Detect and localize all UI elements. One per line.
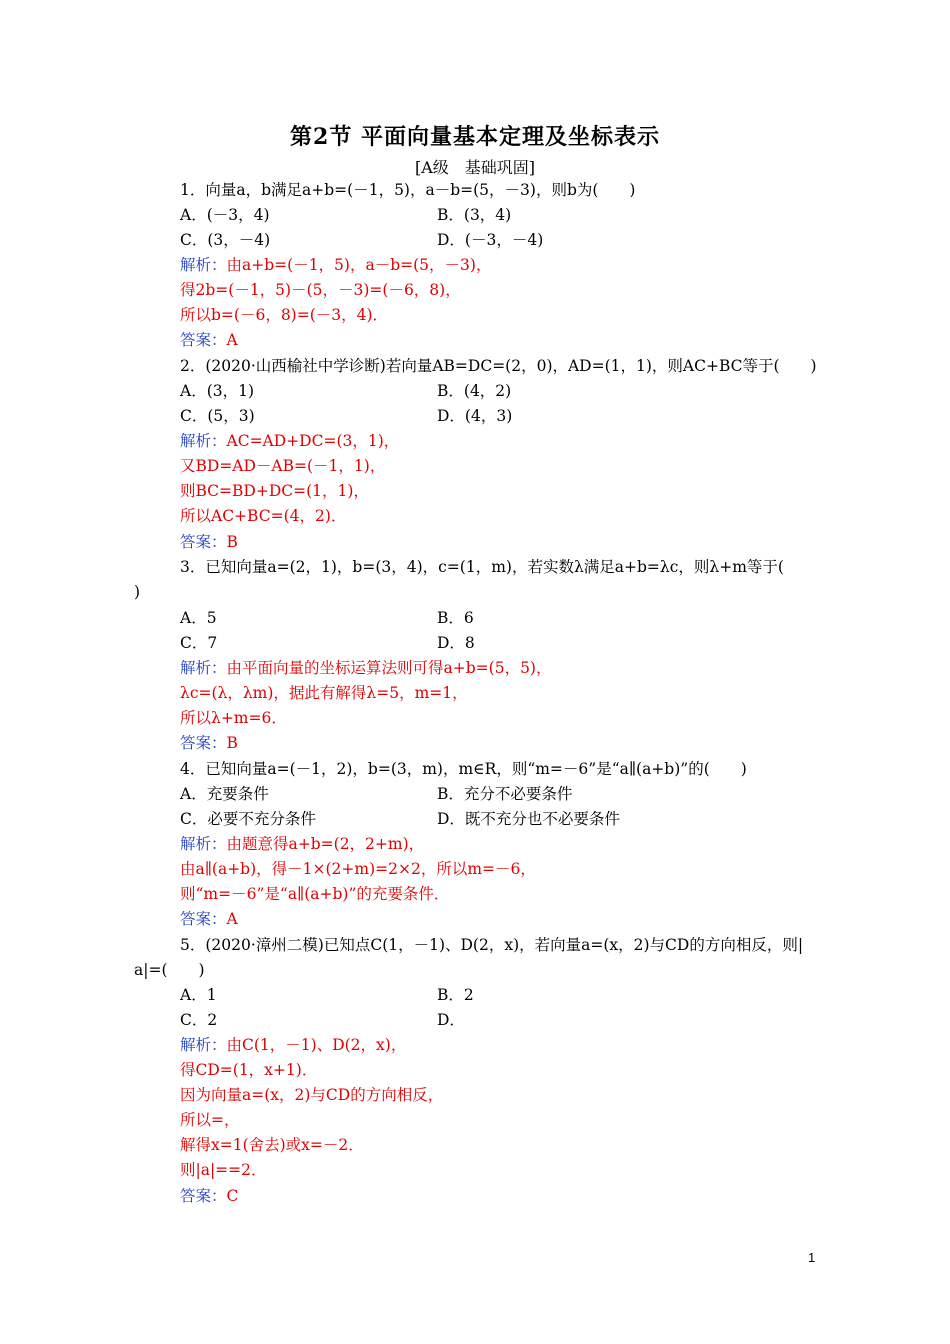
answer-value: B bbox=[226, 533, 238, 551]
solution-label: 解析： bbox=[180, 659, 227, 677]
q5-answer bbox=[180, 1184, 238, 1209]
page-number: 1 bbox=[808, 1250, 816, 1265]
answer-label: 答案： bbox=[180, 910, 227, 928]
q1-answer bbox=[180, 328, 238, 353]
q1-option-a: A．(－3，4) bbox=[180, 206, 270, 224]
q3-option-d: D．8 bbox=[437, 634, 475, 652]
solution-text: 由C(1，－1)、D(2，x)， bbox=[226, 1036, 407, 1054]
q4-option-c: C．必要不充分条件 bbox=[180, 810, 316, 828]
section-heading: [A级 基础巩固] bbox=[414, 158, 536, 177]
q2-option-a: A．(3，1) bbox=[180, 382, 255, 400]
q4-option-a: A．充要条件 bbox=[180, 785, 269, 803]
solution-text: AC=AD+DC=(3，1)， bbox=[226, 432, 400, 450]
q1-option-b: B．(3，4) bbox=[437, 206, 512, 224]
q5-solution-line-5: 解得x=1(舍去)或x=－2． bbox=[180, 1136, 364, 1154]
q1-option-d: D．(－3，－4) bbox=[437, 231, 544, 249]
page-title: 第2节 平面向量基本定理及坐标表示 bbox=[290, 124, 660, 150]
q5-solution-line-2: 得CD=(1，x+1)． bbox=[180, 1061, 318, 1079]
q4-answer bbox=[180, 907, 238, 932]
q4-solution-line-2: 由a∥(a+b)，得－1×(2+m)=2×2，所以m=－6， bbox=[180, 860, 536, 878]
answer-value: B bbox=[226, 734, 238, 752]
q5-solution-line-1 bbox=[180, 1033, 406, 1058]
question-5-stem: 5．(2020·漳州二模)已知点C(1，－1)、D(2，x)，若向量a=(x，2)与CD的方向相反，则| bbox=[180, 936, 804, 954]
solution-label: 解析： bbox=[180, 432, 227, 450]
q2-solution-line-2: 又BD=AD－AB=(－1，1)， bbox=[180, 457, 386, 475]
solution-text: 由平面向量的坐标运算法则可得a+b=(5，5)， bbox=[226, 659, 552, 677]
q4-solution-line-1 bbox=[180, 832, 424, 857]
q5-option-c: C．2 bbox=[180, 1011, 218, 1029]
answer-value: A bbox=[226, 910, 238, 928]
answer-value: C bbox=[226, 1187, 239, 1205]
q2-solution-line-1 bbox=[180, 429, 399, 454]
q4-option-b: B．充分不必要条件 bbox=[437, 785, 573, 803]
question-5-stem-wrap: a|=( ) bbox=[134, 961, 205, 979]
q5-solution-line-3: 因为向量a=(x，2)与CD的方向相反， bbox=[180, 1086, 444, 1104]
question-3-stem-wrap: ) bbox=[134, 583, 141, 601]
answer-label: 答案： bbox=[180, 734, 227, 752]
q3-option-b: B．6 bbox=[437, 609, 474, 627]
q3-solution-line-2: λc=(λ，λm)，据此有解得λ=5，m=1， bbox=[180, 684, 468, 702]
solution-label: 解析： bbox=[180, 256, 227, 274]
q3-solution-line-3: 所以λ+m=6． bbox=[180, 709, 287, 727]
question-4-stem: 4．已知向量a=(－1，2)，b=(3，m)，m∈R，则“m=－6”是“a∥(a+b)”的( ) bbox=[180, 760, 747, 778]
q3-answer bbox=[180, 731, 238, 756]
q1-solution-line-1 bbox=[180, 253, 491, 278]
q5-option-d: D． bbox=[437, 1011, 465, 1029]
q5-option-a: A．1 bbox=[180, 986, 217, 1004]
q2-answer bbox=[180, 530, 238, 555]
answer-label: 答案： bbox=[180, 331, 227, 349]
q5-option-b: B．2 bbox=[437, 986, 474, 1004]
q5-solution-line-4: 所以=， bbox=[180, 1111, 240, 1129]
q5-solution-line-6: 则|a|==2． bbox=[180, 1161, 267, 1179]
q3-option-c: C．7 bbox=[180, 634, 218, 652]
q3-solution-line-1 bbox=[180, 656, 551, 681]
question-3-stem: 3．已知向量a=(2，1)，b=(3，4)，c=(1，m)，若实数λ满足a+b=λc，则λ+m等于( bbox=[180, 558, 784, 576]
answer-label: 答案： bbox=[180, 533, 227, 551]
q4-option-d: D．既不充分也不必要条件 bbox=[437, 810, 620, 828]
q2-solution-line-4: 所以AC+BC=(4，2)． bbox=[180, 507, 347, 525]
q3-option-a: A．5 bbox=[180, 609, 217, 627]
q2-option-c: C．(5，3) bbox=[180, 407, 255, 425]
answer-value: A bbox=[226, 331, 238, 349]
q1-option-c: C．(3，－4) bbox=[180, 231, 271, 249]
q1-solution-line-2: 得2b=(－1，5)－(5，－3)=(－6，8)， bbox=[180, 281, 461, 299]
q2-option-b: B．(4，2) bbox=[437, 382, 512, 400]
solution-label: 解析： bbox=[180, 835, 227, 853]
q1-solution-line-3: 所以b=(－6，8)=(－3，4)． bbox=[180, 306, 389, 324]
solution-label: 解析： bbox=[180, 1036, 227, 1054]
q2-option-d: D．(4，3) bbox=[437, 407, 513, 425]
question-2-stem: 2．(2020·山西榆社中学诊断)若向量AB=DC=(2，0)，AD=(1，1)，则AC+BC等于( ) bbox=[180, 357, 817, 375]
answer-label: 答案： bbox=[180, 1187, 227, 1205]
solution-text: 由题意得a+b=(2，2+m)， bbox=[226, 835, 425, 853]
question-1-stem: 1．向量a，b满足a+b=(－1，5)，a－b=(5，－3)，则b为( ) bbox=[180, 181, 636, 199]
q4-solution-line-3: 则“m=－6”是“a∥(a+b)”的充要条件． bbox=[180, 885, 450, 903]
q2-solution-line-3: 则BC=BD+DC=(1，1)， bbox=[180, 482, 369, 500]
solution-text: 由a+b=(－1，5)，a－b=(5，－3)， bbox=[226, 256, 492, 274]
